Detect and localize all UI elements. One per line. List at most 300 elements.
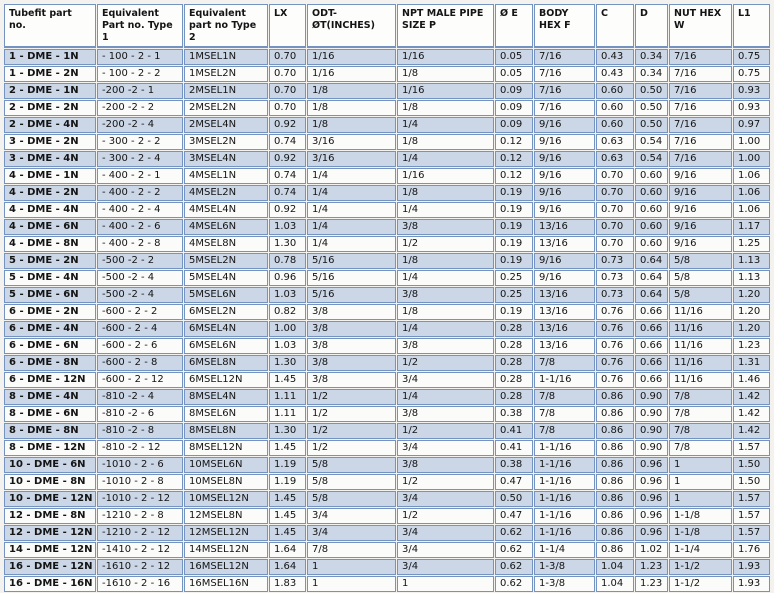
table-cell: 0.28	[495, 372, 533, 388]
table-row	[4, 134, 770, 150]
table-row	[4, 49, 770, 65]
table-cell: 7/16	[669, 66, 732, 82]
table-cell: 6 - DME - 4N	[4, 321, 96, 337]
table-cell: 0.86	[596, 491, 634, 507]
table-cell: -1610 - 2 - 16	[97, 576, 183, 592]
table-cell: 1/16	[307, 49, 396, 65]
header-row	[4, 4, 770, 48]
table-cell: -1610 - 2 - 12	[97, 559, 183, 575]
table-cell: 3/4	[397, 559, 494, 575]
table-cell: 0.76	[596, 372, 634, 388]
table-cell: 1/8	[397, 66, 494, 82]
table-cell: 0.54	[635, 151, 668, 167]
table-cell: 1/4	[307, 185, 396, 201]
table-cell: 0.70	[596, 236, 634, 252]
table-row	[4, 219, 770, 235]
table-cell: 2 - DME - 1N	[4, 83, 96, 99]
table-cell: 7/16	[669, 83, 732, 99]
table-cell: 1.04	[596, 559, 634, 575]
table-cell: 1.02	[635, 542, 668, 558]
table-cell: 0.86	[596, 406, 634, 422]
table-cell: 6MSEL8N	[184, 355, 268, 371]
table-cell: 6MSEL4N	[184, 321, 268, 337]
table-cell: 4 - DME - 1N	[4, 168, 96, 184]
table-cell: 1	[307, 576, 396, 592]
column-header-1: Tubefit part no.	[4, 4, 96, 48]
table-cell: 1.50	[733, 474, 770, 490]
table-cell: 0.70	[596, 168, 634, 184]
table-cell: 0.96	[635, 508, 668, 524]
table-cell: 11/16	[669, 355, 732, 371]
table-cell: 1/16	[307, 66, 396, 82]
table-row	[4, 83, 770, 99]
table-cell: - 100 - 2 - 2	[97, 66, 183, 82]
table-cell: 1/4	[397, 270, 494, 286]
table-row	[4, 185, 770, 201]
table-cell: 0.90	[635, 389, 668, 405]
table-cell: 7/16	[669, 134, 732, 150]
table-cell: 3/8	[397, 406, 494, 422]
table-cell: 1.20	[733, 321, 770, 337]
table-cell: 3/16	[307, 151, 396, 167]
table-cell: 1/8	[307, 83, 396, 99]
table-cell: 0.86	[596, 457, 634, 473]
table-cell: 13/16	[534, 338, 595, 354]
table-cell: 0.66	[635, 304, 668, 320]
table-cell: -600 - 2 - 8	[97, 355, 183, 371]
table-cell: 14 - DME - 12N	[4, 542, 96, 558]
table-cell: 0.66	[635, 338, 668, 354]
table-cell: 9/16	[534, 151, 595, 167]
table-cell: 0.86	[596, 389, 634, 405]
table-cell: 0.41	[495, 440, 533, 456]
table-cell: 0.12	[495, 134, 533, 150]
table-cell: 1.00	[269, 321, 306, 337]
table-cell: 0.38	[495, 406, 533, 422]
table-cell: 0.60	[635, 168, 668, 184]
table-cell: 0.43	[596, 49, 634, 65]
table-cell: 3 - DME - 2N	[4, 134, 96, 150]
table-body	[4, 49, 770, 592]
table-cell: 13/16	[534, 236, 595, 252]
table-cell: 1.30	[269, 423, 306, 439]
table-cell: 7/8	[534, 389, 595, 405]
table-cell: 0.70	[269, 83, 306, 99]
table-cell: 1/16	[397, 83, 494, 99]
table-cell: 1.11	[269, 389, 306, 405]
table-cell: 4MSEL2N	[184, 185, 268, 201]
table-cell: 11/16	[669, 304, 732, 320]
table-cell: 0.70	[596, 185, 634, 201]
table-cell: 1.93	[733, 559, 770, 575]
table-cell: 5/8	[307, 491, 396, 507]
table-cell: 0.50	[635, 117, 668, 133]
table-cell: 1/2	[397, 474, 494, 490]
table-row	[4, 270, 770, 286]
table-cell: -600 - 2 - 2	[97, 304, 183, 320]
table-cell: 1.11	[269, 406, 306, 422]
table-cell: 1.13	[733, 270, 770, 286]
table-row	[4, 168, 770, 184]
table-cell: 1/4	[397, 151, 494, 167]
table-cell: 12 - DME - 12N	[4, 525, 96, 541]
table-cell: -500 -2 - 4	[97, 270, 183, 286]
table-cell: 1/16	[397, 49, 494, 65]
table-cell: 0.28	[495, 389, 533, 405]
table-cell: 3MSEL2N	[184, 134, 268, 150]
table-cell: 0.12	[495, 168, 533, 184]
table-cell: 0.47	[495, 474, 533, 490]
table-cell: 11/16	[669, 321, 732, 337]
table-cell: 1/2	[307, 406, 396, 422]
table-cell: 1/16	[397, 168, 494, 184]
table-cell: 0.19	[495, 304, 533, 320]
table-cell: - 400 - 2 - 6	[97, 219, 183, 235]
table-row	[4, 355, 770, 371]
table-cell: 3/4	[397, 491, 494, 507]
column-header-12: L1	[733, 4, 770, 48]
table-row	[4, 440, 770, 456]
table-cell: 0.64	[635, 287, 668, 303]
table-cell: 0.19	[495, 202, 533, 218]
table-cell: 7/8	[669, 389, 732, 405]
table-cell: 1.93	[733, 576, 770, 592]
table-cell: 1.20	[733, 287, 770, 303]
table-cell: -810 -2 - 12	[97, 440, 183, 456]
spec-table	[3, 3, 771, 593]
table-cell: 0.86	[596, 440, 634, 456]
table-cell: -810 -2 - 6	[97, 406, 183, 422]
table-cell: 3/8	[397, 219, 494, 235]
table-cell: 0.60	[635, 202, 668, 218]
table-cell: 3/4	[307, 525, 396, 541]
table-cell: 0.60	[635, 185, 668, 201]
table-cell: -1210 - 2 - 12	[97, 525, 183, 541]
table-cell: 7/8	[669, 406, 732, 422]
table-cell: 0.34	[635, 66, 668, 82]
table-cell: 0.93	[733, 100, 770, 116]
column-header-10: D	[635, 4, 668, 48]
table-cell: 12MSEL12N	[184, 525, 268, 541]
table-cell: 0.60	[596, 83, 634, 99]
table-cell: 3/8	[307, 372, 396, 388]
table-cell: 9/16	[534, 253, 595, 269]
table-cell: 1/4	[307, 219, 396, 235]
table-cell: 0.78	[269, 253, 306, 269]
table-row	[4, 151, 770, 167]
table-cell: 0.50	[635, 100, 668, 116]
table-cell: -1210 - 2 - 8	[97, 508, 183, 524]
table-cell: 0.97	[733, 117, 770, 133]
table-cell: 2MSEL1N	[184, 83, 268, 99]
table-cell: 9/16	[534, 270, 595, 286]
table-cell: 0.92	[269, 117, 306, 133]
table-cell: 1	[307, 559, 396, 575]
table-cell: 4MSEL4N	[184, 202, 268, 218]
table-cell: 5/8	[669, 287, 732, 303]
table-cell: 1/4	[307, 236, 396, 252]
table-cell: 3/8	[397, 287, 494, 303]
table-cell: -600 - 2 - 12	[97, 372, 183, 388]
table-cell: 6MSEL2N	[184, 304, 268, 320]
table-row	[4, 321, 770, 337]
table-cell: 1 - DME - 1N	[4, 49, 96, 65]
table-cell: 7/8	[669, 423, 732, 439]
table-cell: 1.06	[733, 185, 770, 201]
table-cell: 1/2	[307, 389, 396, 405]
table-cell: 0.25	[495, 270, 533, 286]
table-cell: 0.73	[596, 287, 634, 303]
table-cell: 1.00	[733, 134, 770, 150]
table-cell: -810 -2 - 4	[97, 389, 183, 405]
table-cell: 3MSEL4N	[184, 151, 268, 167]
table-cell: -810 -2 - 8	[97, 423, 183, 439]
table-cell: 1/2	[307, 440, 396, 456]
table-row	[4, 559, 770, 575]
table-cell: 10MSEL8N	[184, 474, 268, 490]
table-cell: 4 - DME - 4N	[4, 202, 96, 218]
table-cell: 1.83	[269, 576, 306, 592]
table-row	[4, 66, 770, 82]
table-cell: 7/16	[669, 49, 732, 65]
table-cell: 1-1/16	[534, 457, 595, 473]
table-cell: 7/8	[534, 423, 595, 439]
table-cell: 0.76	[596, 355, 634, 371]
table-cell: 1.64	[269, 559, 306, 575]
table-cell: 1-1/16	[534, 491, 595, 507]
table-cell: 4 - DME - 2N	[4, 185, 96, 201]
table-cell: 7/16	[534, 83, 595, 99]
table-cell: 0.09	[495, 117, 533, 133]
table-cell: 1.23	[733, 338, 770, 354]
table-cell: 0.96	[635, 491, 668, 507]
table-cell: 0.70	[596, 202, 634, 218]
table-cell: - 300 - 2 - 2	[97, 134, 183, 150]
table-cell: - 400 - 2 - 1	[97, 168, 183, 184]
table-cell: 8 - DME - 6N	[4, 406, 96, 422]
table-cell: 0.41	[495, 423, 533, 439]
table-cell: 13/16	[534, 219, 595, 235]
table-cell: 0.63	[596, 151, 634, 167]
table-cell: 0.43	[596, 66, 634, 82]
column-header-5: ODT-ØT(INCHES)	[307, 4, 396, 48]
table-cell: 8MSEL4N	[184, 389, 268, 405]
table-cell: 0.86	[596, 525, 634, 541]
table-cell: 5MSEL6N	[184, 287, 268, 303]
table-row	[4, 491, 770, 507]
table-cell: 13/16	[534, 287, 595, 303]
table-cell: 5 - DME - 4N	[4, 270, 96, 286]
table-cell: 0.82	[269, 304, 306, 320]
table-cell: 9/16	[534, 185, 595, 201]
table-cell: 0.64	[635, 270, 668, 286]
table-cell: 1-1/16	[534, 372, 595, 388]
column-header-11: NUT HEX W	[669, 4, 732, 48]
table-cell: 1/8	[397, 100, 494, 116]
table-cell: 7/16	[669, 117, 732, 133]
table-cell: 9/16	[534, 168, 595, 184]
table-cell: 1/4	[397, 321, 494, 337]
table-cell: 1	[669, 474, 732, 490]
table-row	[4, 508, 770, 524]
table-cell: 16 - DME - 12N	[4, 559, 96, 575]
table-cell: 1-1/2	[669, 576, 732, 592]
table-cell: 0.96	[635, 525, 668, 541]
table-cell: 1.00	[733, 151, 770, 167]
table-cell: 3/4	[397, 525, 494, 541]
table-cell: 1	[669, 457, 732, 473]
table-cell: 5 - DME - 2N	[4, 253, 96, 269]
table-row	[4, 372, 770, 388]
table-cell: 4MSEL1N	[184, 168, 268, 184]
table-row	[4, 576, 770, 592]
table-cell: 0.09	[495, 100, 533, 116]
table-cell: 0.12	[495, 151, 533, 167]
table-cell: 1.42	[733, 389, 770, 405]
table-cell: - 300 - 2 - 4	[97, 151, 183, 167]
table-row	[4, 525, 770, 541]
table-cell: 0.28	[495, 355, 533, 371]
table-cell: 12MSEL8N	[184, 508, 268, 524]
table-cell: 8MSEL8N	[184, 423, 268, 439]
table-cell: 1.50	[733, 457, 770, 473]
table-cell: 0.75	[733, 66, 770, 82]
table-cell: 0.90	[635, 423, 668, 439]
table-cell: 1/4	[397, 117, 494, 133]
table-cell: 1-1/4	[534, 542, 595, 558]
table-cell: 1/8	[397, 304, 494, 320]
column-header-4: LX	[269, 4, 306, 48]
table-cell: 11/16	[669, 338, 732, 354]
table-cell: 13/16	[534, 321, 595, 337]
table-cell: 0.34	[635, 49, 668, 65]
table-cell: 1	[397, 576, 494, 592]
table-cell: 3/8	[397, 457, 494, 473]
table-cell: 1-1/16	[534, 474, 595, 490]
table-cell: 2 - DME - 4N	[4, 117, 96, 133]
table-cell: 1.17	[733, 219, 770, 235]
table-cell: 2MSEL4N	[184, 117, 268, 133]
table-cell: 4MSEL8N	[184, 236, 268, 252]
table-cell: 12 - DME - 8N	[4, 508, 96, 524]
table-row	[4, 542, 770, 558]
table-cell: 0.38	[495, 457, 533, 473]
table-cell: 7/16	[534, 100, 595, 116]
table-cell: 0.93	[733, 83, 770, 99]
table-row	[4, 202, 770, 218]
table-cell: 0.70	[596, 219, 634, 235]
table-cell: 1.45	[269, 491, 306, 507]
table-cell: 1.23	[635, 576, 668, 592]
table-cell: 0.92	[269, 151, 306, 167]
table-cell: 0.66	[635, 372, 668, 388]
table-cell: 0.74	[269, 168, 306, 184]
table-cell: 0.25	[495, 287, 533, 303]
table-cell: 0.76	[596, 338, 634, 354]
table-cell: 0.66	[635, 321, 668, 337]
table-cell: 1.06	[733, 168, 770, 184]
table-cell: 0.60	[635, 219, 668, 235]
table-cell: 0.50	[635, 83, 668, 99]
table-cell: 0.09	[495, 83, 533, 99]
table-cell: 1/8	[307, 100, 396, 116]
table-cell: 1.06	[733, 202, 770, 218]
table-cell: 7/8	[669, 440, 732, 456]
table-row	[4, 389, 770, 405]
table-cell: 7/8	[534, 355, 595, 371]
table-cell: 0.62	[495, 576, 533, 592]
table-row	[4, 100, 770, 116]
table-cell: 1MSEL1N	[184, 49, 268, 65]
table-cell: 0.96	[635, 457, 668, 473]
table-cell: 4 - DME - 8N	[4, 236, 96, 252]
table-cell: 5/16	[307, 287, 396, 303]
table-cell: 1-1/2	[669, 559, 732, 575]
table-cell: 1.45	[269, 508, 306, 524]
table-cell: 7/8	[307, 542, 396, 558]
table-cell: 0.05	[495, 66, 533, 82]
table-cell: 0.62	[495, 559, 533, 575]
table-cell: -200 -2 - 4	[97, 117, 183, 133]
table-cell: - 400 - 2 - 2	[97, 185, 183, 201]
table-cell: 6MSEL12N	[184, 372, 268, 388]
table-cell: 5/8	[307, 457, 396, 473]
table-cell: - 400 - 2 - 4	[97, 202, 183, 218]
table-cell: 6MSEL6N	[184, 338, 268, 354]
table-cell: 5/16	[307, 253, 396, 269]
table-cell: 1/2	[307, 423, 396, 439]
column-header-8: BODY HEX F	[534, 4, 595, 48]
table-cell: 0.86	[596, 423, 634, 439]
table-cell: 8 - DME - 12N	[4, 440, 96, 456]
table-row	[4, 236, 770, 252]
table-cell: 0.73	[596, 253, 634, 269]
column-header-7: Ø E	[495, 4, 533, 48]
table-cell: 8MSEL6N	[184, 406, 268, 422]
table-cell: 1.13	[733, 253, 770, 269]
table-cell: 1.64	[269, 542, 306, 558]
table-cell: 0.86	[596, 474, 634, 490]
column-header-9: C	[596, 4, 634, 48]
table-cell: 1.57	[733, 491, 770, 507]
table-cell: 2 - DME - 2N	[4, 100, 96, 116]
table-cell: 0.54	[635, 134, 668, 150]
table-cell: 9/16	[669, 219, 732, 235]
table-cell: 1.03	[269, 338, 306, 354]
table-cell: 3/8	[307, 355, 396, 371]
table-cell: 0.63	[596, 134, 634, 150]
table-cell: 1/4	[397, 202, 494, 218]
table-cell: 0.19	[495, 253, 533, 269]
table-cell: 1.23	[635, 559, 668, 575]
table-cell: 16MSEL12N	[184, 559, 268, 575]
table-cell: 1/4	[397, 389, 494, 405]
table-cell: 1/4	[307, 168, 396, 184]
table-cell: 1.30	[269, 236, 306, 252]
table-cell: 0.74	[269, 185, 306, 201]
table-cell: 10 - DME - 12N	[4, 491, 96, 507]
table-cell: 5MSEL4N	[184, 270, 268, 286]
table-cell: 0.90	[635, 406, 668, 422]
table-row	[4, 117, 770, 133]
table-cell: 5/8	[669, 253, 732, 269]
table-cell: 0.73	[596, 270, 634, 286]
table-cell: 8MSEL12N	[184, 440, 268, 456]
table-cell: 9/16	[534, 202, 595, 218]
table-cell: 0.74	[269, 134, 306, 150]
table-cell: 0.60	[596, 100, 634, 116]
table-cell: 8 - DME - 4N	[4, 389, 96, 405]
